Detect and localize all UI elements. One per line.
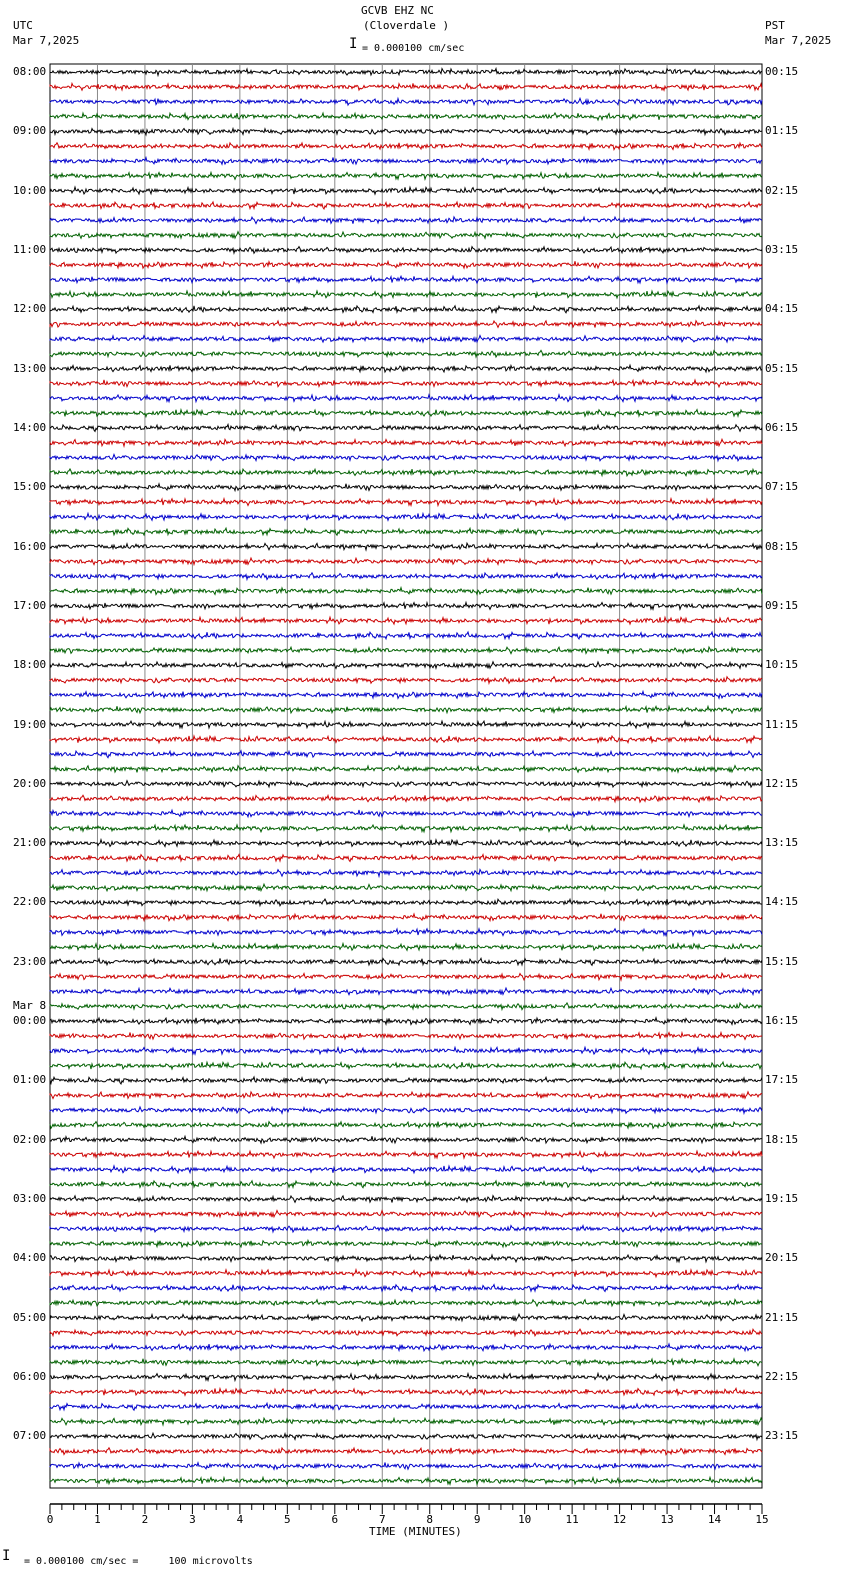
- trace-line: [50, 1255, 762, 1262]
- trace-line: [50, 751, 762, 758]
- trace-line: [50, 1181, 762, 1188]
- trace-line: [50, 781, 762, 787]
- trace-line: [50, 603, 762, 610]
- trace-line: [50, 513, 762, 520]
- utc-hour-label: 07:00: [13, 1429, 47, 1443]
- utc-hour-label: 20:00: [13, 776, 47, 790]
- trace-line: [50, 410, 762, 417]
- trace-line: [50, 454, 762, 460]
- utc-hour-label: 01:00: [13, 1073, 47, 1087]
- trace-line: [50, 1196, 762, 1203]
- trace-line: [50, 1344, 762, 1351]
- left-date: Mar 7,2025: [13, 34, 80, 47]
- trace-line: [50, 528, 762, 535]
- trace-line: [50, 1225, 762, 1232]
- utc-hour-label: 13:00: [13, 361, 47, 375]
- x-tick-label: 2: [141, 1513, 149, 1526]
- trace-line: [50, 1374, 762, 1381]
- trace-line: [50, 469, 762, 476]
- trace-line: [50, 172, 762, 179]
- pst-hour-label: 22:15: [765, 1370, 799, 1384]
- trace-line: [50, 291, 762, 298]
- trace-line: [50, 588, 762, 595]
- trace-line: [50, 1077, 762, 1084]
- pst-hour-label: 06:15: [765, 420, 799, 434]
- trace-line: [50, 1092, 762, 1099]
- trace-line: [50, 973, 762, 980]
- trace-line: [50, 617, 762, 624]
- pst-hour-label: 05:15: [765, 361, 799, 375]
- utc-hour-label: 03:00: [13, 1192, 47, 1206]
- pst-hour-label: 02:15: [765, 183, 799, 197]
- trace-line: [50, 736, 762, 743]
- x-tick-label: 4: [236, 1513, 244, 1526]
- trace-line: [50, 158, 762, 165]
- trace-line: [50, 321, 762, 328]
- trace-line: [50, 202, 762, 209]
- trace-line: [50, 261, 762, 268]
- utc-hour-label: 06:00: [13, 1370, 47, 1384]
- utc-hour-label: 00:00: [13, 1014, 47, 1028]
- trace-line: [50, 647, 762, 654]
- trace-line: [50, 1463, 762, 1470]
- trace-line: [50, 884, 762, 891]
- trace-line: [50, 395, 762, 402]
- trace-line: [50, 1018, 762, 1025]
- x-tick-label: 12: [613, 1513, 627, 1526]
- x-tick-label: 6: [331, 1513, 339, 1526]
- pst-hour-label: 20:15: [765, 1251, 799, 1265]
- trace-line: [50, 306, 762, 313]
- trace-line: [50, 706, 762, 713]
- x-tick-label: 1: [94, 1513, 101, 1526]
- trace-line: [50, 825, 762, 832]
- trace-line: [50, 1285, 762, 1292]
- trace-line: [50, 1062, 762, 1069]
- pst-hour-label: 04:15: [765, 302, 799, 316]
- pst-hour-label: 10:15: [765, 658, 799, 672]
- footer-scale-text: = 0.000100 cm/sec = 100 microvolts: [24, 1556, 253, 1567]
- trace-line: [50, 484, 762, 491]
- pst-hour-label: 03:15: [765, 242, 799, 256]
- trace-line: [50, 98, 762, 105]
- trace-line: [50, 350, 762, 357]
- trace-line: [50, 988, 762, 995]
- date-change-label: Mar 8: [13, 999, 47, 1013]
- trace-line: [50, 499, 762, 506]
- x-tick-label: 7: [378, 1513, 386, 1526]
- x-tick-label: 10: [518, 1513, 532, 1526]
- footer-scale-bar-icon: I: [2, 1548, 11, 1564]
- trace-line: [50, 692, 762, 699]
- trace-line: [50, 1329, 762, 1336]
- utc-hour-label: 15:00: [13, 480, 47, 494]
- trace-line: [50, 1359, 762, 1366]
- utc-hour-label: 14:00: [13, 420, 47, 434]
- utc-hour-label: 11:00: [13, 242, 47, 256]
- trace-line: [50, 721, 762, 728]
- trace-line: [50, 1211, 762, 1218]
- trace-line: [50, 129, 762, 135]
- trace-line: [50, 1403, 762, 1410]
- pst-hour-label: 18:15: [765, 1132, 799, 1146]
- trace-line: [50, 1314, 762, 1321]
- trace-line: [50, 425, 762, 432]
- trace-line: [50, 143, 762, 150]
- trace-line: [50, 1107, 762, 1113]
- pst-hour-label: 21:15: [765, 1310, 799, 1324]
- trace-line: [50, 187, 762, 194]
- pst-hour-label: 23:15: [765, 1429, 799, 1443]
- x-tick-label: 11: [565, 1513, 579, 1526]
- trace-line: [50, 336, 762, 343]
- trace-line: [50, 1003, 762, 1010]
- x-tick-label: 8: [426, 1513, 434, 1526]
- utc-hour-label: 18:00: [13, 658, 47, 672]
- trace-line: [50, 662, 762, 669]
- utc-hour-label: 23:00: [13, 954, 47, 968]
- trace-line: [50, 543, 762, 550]
- trace-line: [50, 795, 762, 802]
- utc-hour-label: 04:00: [13, 1251, 47, 1265]
- trace-line: [50, 632, 762, 639]
- trace-line: [50, 1300, 762, 1307]
- x-tick-label: 3: [189, 1513, 196, 1526]
- trace-line: [50, 929, 762, 936]
- pst-hour-label: 15:15: [765, 954, 799, 968]
- trace-line: [50, 899, 762, 906]
- right-timezone: PST: [765, 19, 785, 32]
- pst-hour-label: 07:15: [765, 480, 799, 494]
- trace-line: [50, 870, 762, 877]
- right-date: Mar 7,2025: [765, 34, 832, 47]
- trace-line: [50, 69, 762, 76]
- x-tick-label: 15: [755, 1513, 769, 1526]
- pst-hour-label: 14:15: [765, 895, 799, 909]
- pst-hour-label: 17:15: [765, 1073, 799, 1087]
- left-timezone: UTC: [13, 19, 33, 32]
- location-title: (Cloverdale ): [363, 19, 450, 32]
- trace-line: [50, 83, 762, 90]
- scale-text: = 0.000100 cm/sec: [362, 43, 465, 54]
- utc-hour-label: 22:00: [13, 895, 47, 909]
- utc-hour-label: 17:00: [13, 598, 47, 612]
- utc-hour-label: 21:00: [13, 836, 47, 850]
- trace-line: [50, 1433, 762, 1439]
- trace-line: [50, 1033, 762, 1040]
- x-tick-label: 9: [473, 1513, 481, 1526]
- pst-hour-label: 19:15: [765, 1192, 799, 1206]
- trace-line: [50, 1136, 762, 1143]
- scale-bar-icon: I: [349, 36, 358, 52]
- trace-line: [50, 1448, 762, 1455]
- trace-line: [50, 810, 762, 817]
- trace-line: [50, 1240, 762, 1247]
- x-tick-label: 13: [660, 1513, 674, 1526]
- x-axis-label: TIME (MINUTES): [369, 1525, 462, 1538]
- utc-hour-label: 16:00: [13, 539, 47, 553]
- trace-line: [50, 914, 762, 921]
- trace-line: [50, 1388, 762, 1395]
- trace-line: [50, 439, 762, 446]
- x-tick-label: 14: [707, 1513, 722, 1526]
- trace-line: [50, 247, 762, 254]
- trace-line: [50, 365, 762, 372]
- trace-line: [50, 840, 762, 847]
- trace-line: [50, 677, 762, 684]
- pst-hour-label: 16:15: [765, 1014, 799, 1028]
- utc-hour-label: 10:00: [13, 183, 47, 197]
- trace-line: [50, 1477, 762, 1484]
- trace-line: [50, 1122, 762, 1129]
- pst-hour-label: 13:15: [765, 836, 799, 850]
- trace-line: [50, 573, 762, 580]
- utc-hour-label: 05:00: [13, 1310, 47, 1324]
- trace-line: [50, 1166, 762, 1173]
- pst-hour-label: 00:15: [765, 65, 799, 78]
- utc-hour-label: 19:00: [13, 717, 47, 731]
- utc-hour-label: 12:00: [13, 302, 47, 316]
- trace-line: [50, 113, 762, 120]
- x-tick-label: 5: [284, 1513, 291, 1526]
- trace-line: [50, 232, 762, 239]
- trace-line: [50, 958, 762, 965]
- trace-line: [50, 276, 762, 283]
- trace-line: [50, 1047, 762, 1054]
- pst-hour-label: 01:15: [765, 124, 799, 138]
- pst-hour-label: 12:15: [765, 776, 799, 790]
- trace-line: [50, 1151, 762, 1158]
- trace-line: [50, 380, 762, 387]
- trace-line: [50, 944, 762, 951]
- utc-hour-label: 08:00: [13, 65, 47, 78]
- utc-hour-label: 02:00: [13, 1132, 47, 1146]
- x-tick-label: 0: [46, 1513, 54, 1526]
- station-title: GCVB EHZ NC: [361, 4, 434, 17]
- trace-line: [50, 766, 762, 773]
- trace-line: [50, 855, 762, 862]
- trace-line: [50, 217, 762, 224]
- pst-hour-label: 08:15: [765, 539, 799, 553]
- pst-hour-label: 09:15: [765, 598, 799, 612]
- trace-line: [50, 1270, 762, 1277]
- trace-line: [50, 1418, 762, 1425]
- pst-hour-label: 11:15: [765, 717, 799, 731]
- trace-line: [50, 558, 762, 565]
- utc-hour-label: 09:00: [13, 124, 47, 138]
